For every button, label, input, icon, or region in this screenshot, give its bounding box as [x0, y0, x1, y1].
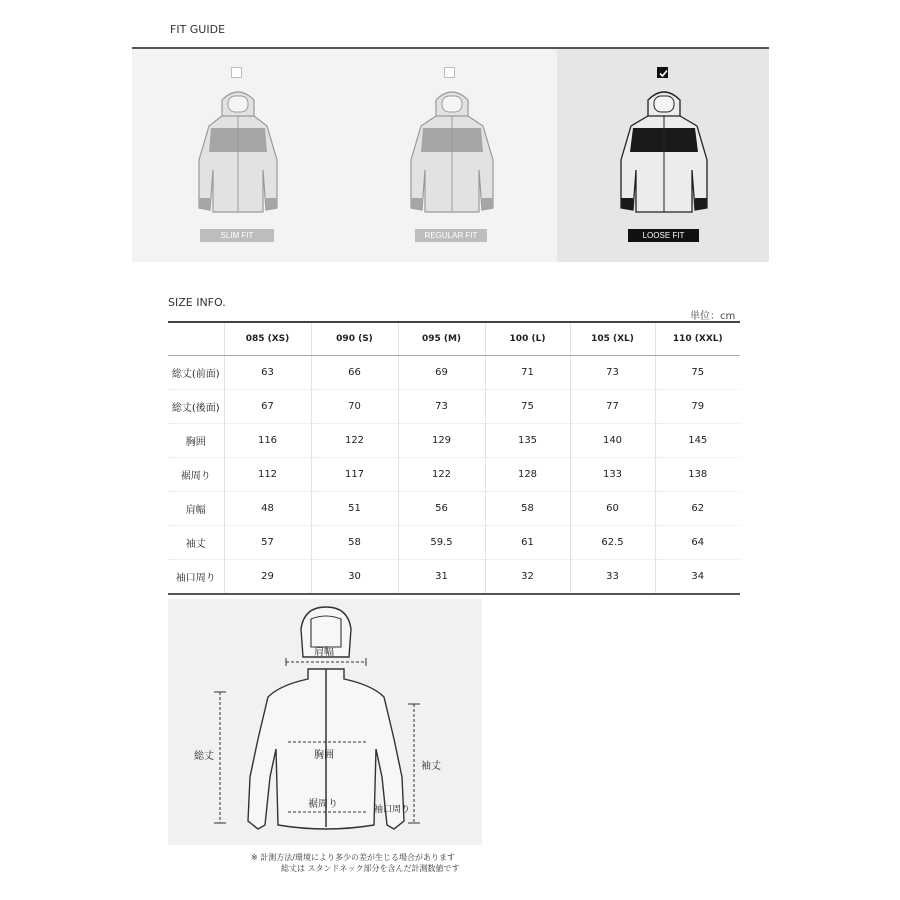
- table-cell: 129: [398, 424, 485, 458]
- unit-label: 単位：cm: [690, 311, 736, 322]
- header-cell: 095 (M): [398, 322, 485, 356]
- table-cell: 122: [311, 424, 398, 458]
- table-cell: 128: [485, 458, 570, 492]
- table-cell: 117: [311, 458, 398, 492]
- row-header: 袖口周り: [168, 560, 224, 595]
- table-row: [168, 526, 740, 560]
- size-info-title: SIZE INFO.: [168, 296, 226, 309]
- regular-fit-jacket-image: [403, 86, 501, 216]
- measurement-note: ※ 計測方法/環境により多少の差が生じる場合があります: [251, 853, 455, 862]
- shoulder-width-label: 肩幅: [314, 647, 334, 658]
- header-cell: 110 (XXL): [655, 322, 740, 356]
- regular-fit-checkbox[interactable]: [444, 67, 455, 78]
- table-cell: 69: [398, 356, 485, 390]
- row-header: 袖丈: [168, 526, 224, 560]
- loose-fit-label: LOOSE FIT: [628, 229, 699, 242]
- size-table: [168, 321, 740, 595]
- table-cell: 70: [311, 390, 398, 424]
- table-cell: 140: [570, 424, 655, 458]
- table-row: [168, 458, 740, 492]
- loose-fit-checkbox[interactable]: [657, 67, 668, 78]
- table-cell: 71: [485, 356, 570, 390]
- table-cell: 145: [655, 424, 740, 458]
- table-cell: 75: [655, 356, 740, 390]
- total-length-label: 総丈: [194, 751, 214, 762]
- table-cell: 29: [224, 560, 311, 595]
- slim-fit-label: SLIM FIT: [200, 229, 274, 242]
- table-cell: 56: [398, 492, 485, 526]
- slim-fit-checkbox[interactable]: [231, 67, 242, 78]
- sleeve-length-label: 袖丈: [421, 761, 441, 772]
- table-cell: 57: [224, 526, 311, 560]
- loose-fit-jacket-image: [614, 86, 714, 216]
- table-cell: 51: [311, 492, 398, 526]
- table-cell: 61: [485, 526, 570, 560]
- header-cell: 100 (L): [485, 322, 570, 356]
- header-cell: [168, 322, 224, 356]
- table-cell: 116: [224, 424, 311, 458]
- table-cell: 77: [570, 390, 655, 424]
- row-header: 総丈(後面): [168, 390, 224, 424]
- cuff-label: 袖口周り: [374, 805, 411, 815]
- chest-label: 胸囲: [314, 750, 334, 761]
- table-cell: 79: [655, 390, 740, 424]
- table-cell: 32: [485, 560, 570, 595]
- table-cell: 138: [655, 458, 740, 492]
- row-header: 肩幅: [168, 492, 224, 526]
- table-cell: 135: [485, 424, 570, 458]
- row-header: 胸囲: [168, 424, 224, 458]
- hem-label: 裾周り: [308, 799, 338, 810]
- header-cell: 085 (XS): [224, 322, 311, 356]
- size-table-header-row: [168, 322, 740, 356]
- regular-fit-label: REGULAR FIT: [415, 229, 487, 242]
- table-cell: 48: [224, 492, 311, 526]
- table-cell: 30: [311, 560, 398, 595]
- table-cell: 62.5: [570, 526, 655, 560]
- table-row: [168, 356, 740, 390]
- table-cell: 75: [485, 390, 570, 424]
- table-row: [168, 560, 740, 595]
- table-cell: 31: [398, 560, 485, 595]
- table-cell: 73: [398, 390, 485, 424]
- table-cell: 60: [570, 492, 655, 526]
- row-header: 総丈(前面): [168, 356, 224, 390]
- table-cell: 58: [311, 526, 398, 560]
- header-cell: 105 (XL): [570, 322, 655, 356]
- table-cell: 122: [398, 458, 485, 492]
- table-cell: 59.5: [398, 526, 485, 560]
- header-cell: 090 (S): [311, 322, 398, 356]
- table-cell: 67: [224, 390, 311, 424]
- table-row: [168, 424, 740, 458]
- measurement-diagram: [168, 599, 482, 845]
- length-note: 総丈は スタンドネック部分を含んだ計測数値です: [281, 864, 460, 873]
- table-cell: 33: [570, 560, 655, 595]
- table-cell: 64: [655, 526, 740, 560]
- table-row: [168, 492, 740, 526]
- fit-guide-title: FIT GUIDE: [170, 23, 226, 36]
- table-cell: 34: [655, 560, 740, 595]
- table-cell: 63: [224, 356, 311, 390]
- table-cell: 66: [311, 356, 398, 390]
- slim-fit-jacket-image: [191, 86, 285, 216]
- table-cell: 112: [224, 458, 311, 492]
- table-row: [168, 390, 740, 424]
- row-header: 裾周り: [168, 458, 224, 492]
- table-cell: 62: [655, 492, 740, 526]
- checkmark-icon: [659, 69, 668, 78]
- table-cell: 133: [570, 458, 655, 492]
- table-cell: 58: [485, 492, 570, 526]
- table-cell: 73: [570, 356, 655, 390]
